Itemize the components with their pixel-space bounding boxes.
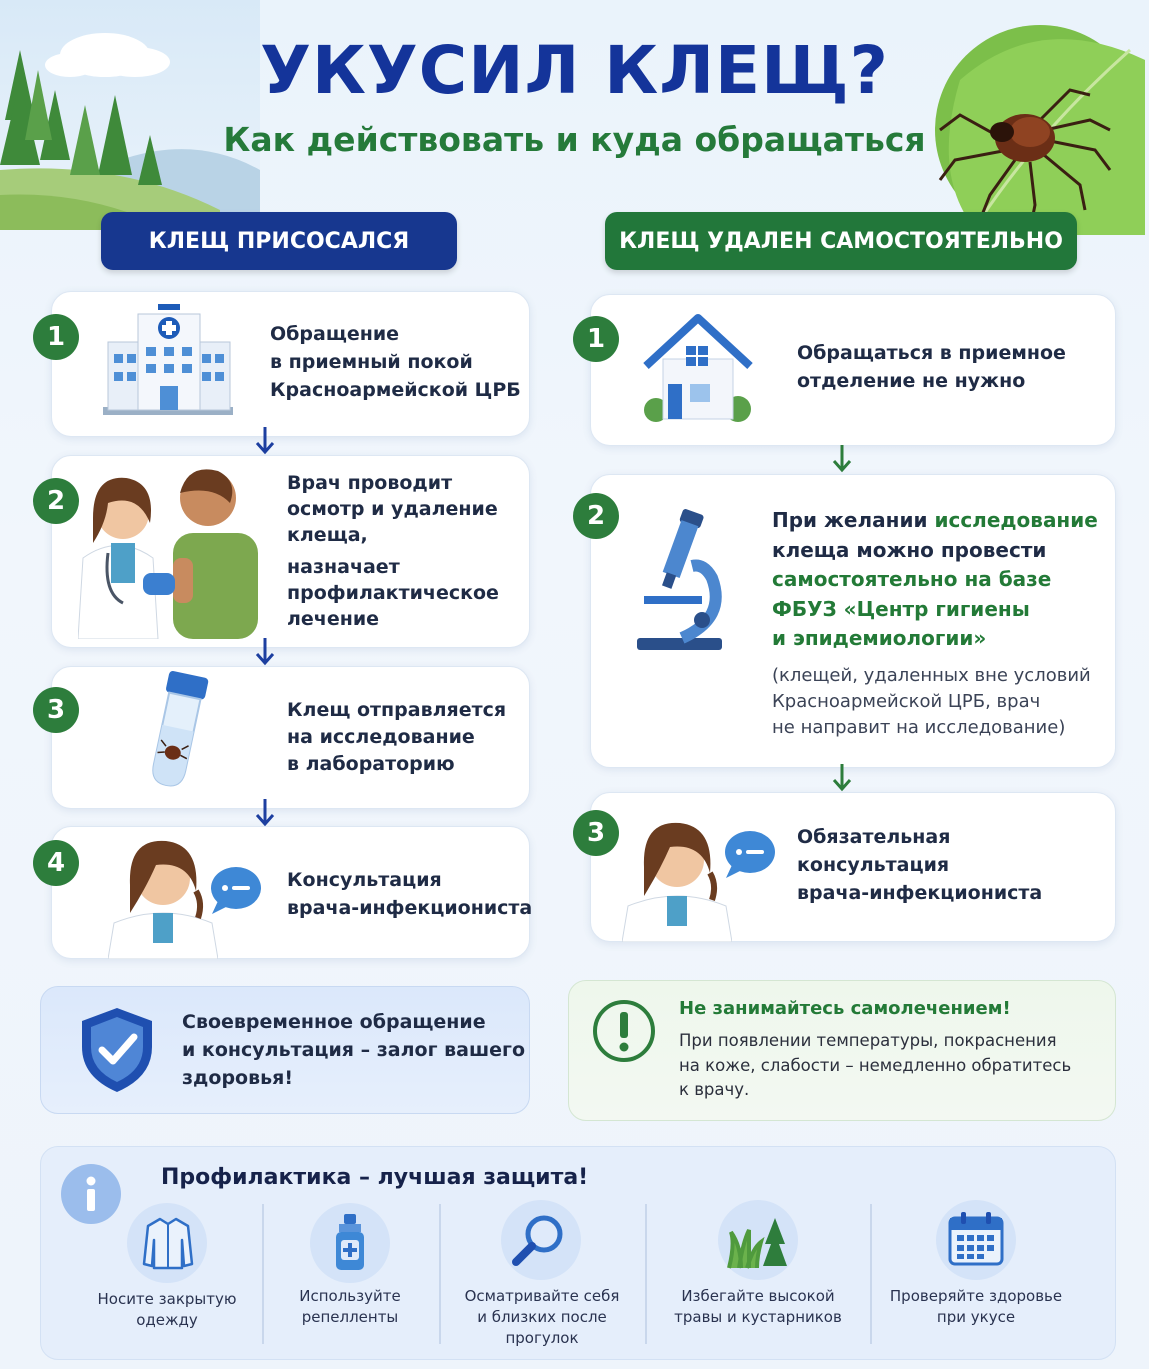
timely-treatment-text: Своевременное обращение и консультация – залог вашего здоровья! [182,1011,526,1089]
speech-bubble-icon [722,830,776,880]
shield-check-icon [78,1005,156,1095]
right-step-2-note: (клещей, удаленных вне условий Красноармейской ЦРБ, врач не направит на исследование) [772,665,1091,738]
left-step-3-text: Клещ отправляется на исследование в лабораторию [287,699,507,775]
test-tube-with-tick-icon [140,668,215,793]
left-step-1-text: Обращение в приемный покой Красноармейской ЦРБ [270,323,521,401]
doctor-avatar-illustration [108,833,218,959]
step-number-badge: 3 [573,810,619,856]
prevention-item-4-text: Избегайте высокой травы и кустарников [674,1287,842,1326]
microscope-icon [632,508,732,653]
tall-grass-icon [725,1214,793,1270]
divider [439,1204,441,1344]
right-column-heading: КЛЕЩ УДАЛЕН САМОСТОЯТЕЛЬНО [605,212,1077,270]
prevention-item-1-text: Носите закрытую одежду [97,1290,237,1329]
left-step-4-text: Консультация врача-инфекциониста [287,869,533,919]
right-step-1-text: Обращаться в приемное отделение не нужно [797,342,1066,392]
jacket-icon [142,1216,194,1270]
step-number-badge: 1 [573,316,619,362]
page-title: УКУСИЛ КЛЕЩ? [260,32,889,109]
step-number-badge: 2 [33,478,79,524]
arrow-down-icon [831,762,853,792]
speech-bubble-icon [208,866,262,916]
page-subtitle: Как действовать и куда обращаться [223,120,926,159]
step-number-badge: 4 [33,840,79,886]
step-number-badge: 2 [573,493,619,539]
left-step-2-text: Врач проводит осмотр и удаление клеща, назначает профилактическое лечение [287,472,499,630]
left-column-heading: КЛЕЩ ПРИСОСАЛСЯ [101,212,457,270]
no-self-treatment-text: При появлении температуры, покраснения на коже, слабости – немедленно обратитесь к врачу. [679,1031,1072,1099]
house-icon [638,314,758,422]
doctor-with-patient-illustration [78,463,263,639]
divider [262,1204,264,1344]
step-number-badge: 1 [33,314,79,360]
prevention-title: Профилактика – лучшая защита! [161,1165,589,1190]
prevention-item-5-text: Проверяйте здоровье при укусе [889,1287,1063,1326]
repellent-bottle-icon [333,1212,367,1272]
arrow-down-icon [254,797,276,827]
divider [645,1204,647,1344]
divider [870,1204,872,1344]
no-self-treatment-title: Не занимайтесь самолечением! [679,998,1011,1019]
arrow-down-icon [831,443,853,473]
arrow-down-icon [254,636,276,666]
prevention-item-2-text: Используйте репелленты [299,1287,401,1326]
prevention-item-3-text: Осматривайте себя и близких после прогулок [464,1287,620,1347]
step-number-badge: 3 [33,687,79,733]
arrow-down-icon [254,425,276,455]
hospital-icon [98,302,238,417]
right-step-2-text: При желании исследование клеща можно провести самостоятельно на базе ФБУЗ «Центр гигиены и эпидемиологии» [772,508,1098,650]
doctor-avatar-illustration [622,812,732,942]
magnifier-icon [510,1210,570,1270]
info-icon [60,1163,122,1225]
right-step-3-text: Обязательная консультация врача-инфекциониста [797,826,1043,904]
warning-exclamation-icon [591,998,657,1064]
calendar-icon [947,1210,1005,1268]
